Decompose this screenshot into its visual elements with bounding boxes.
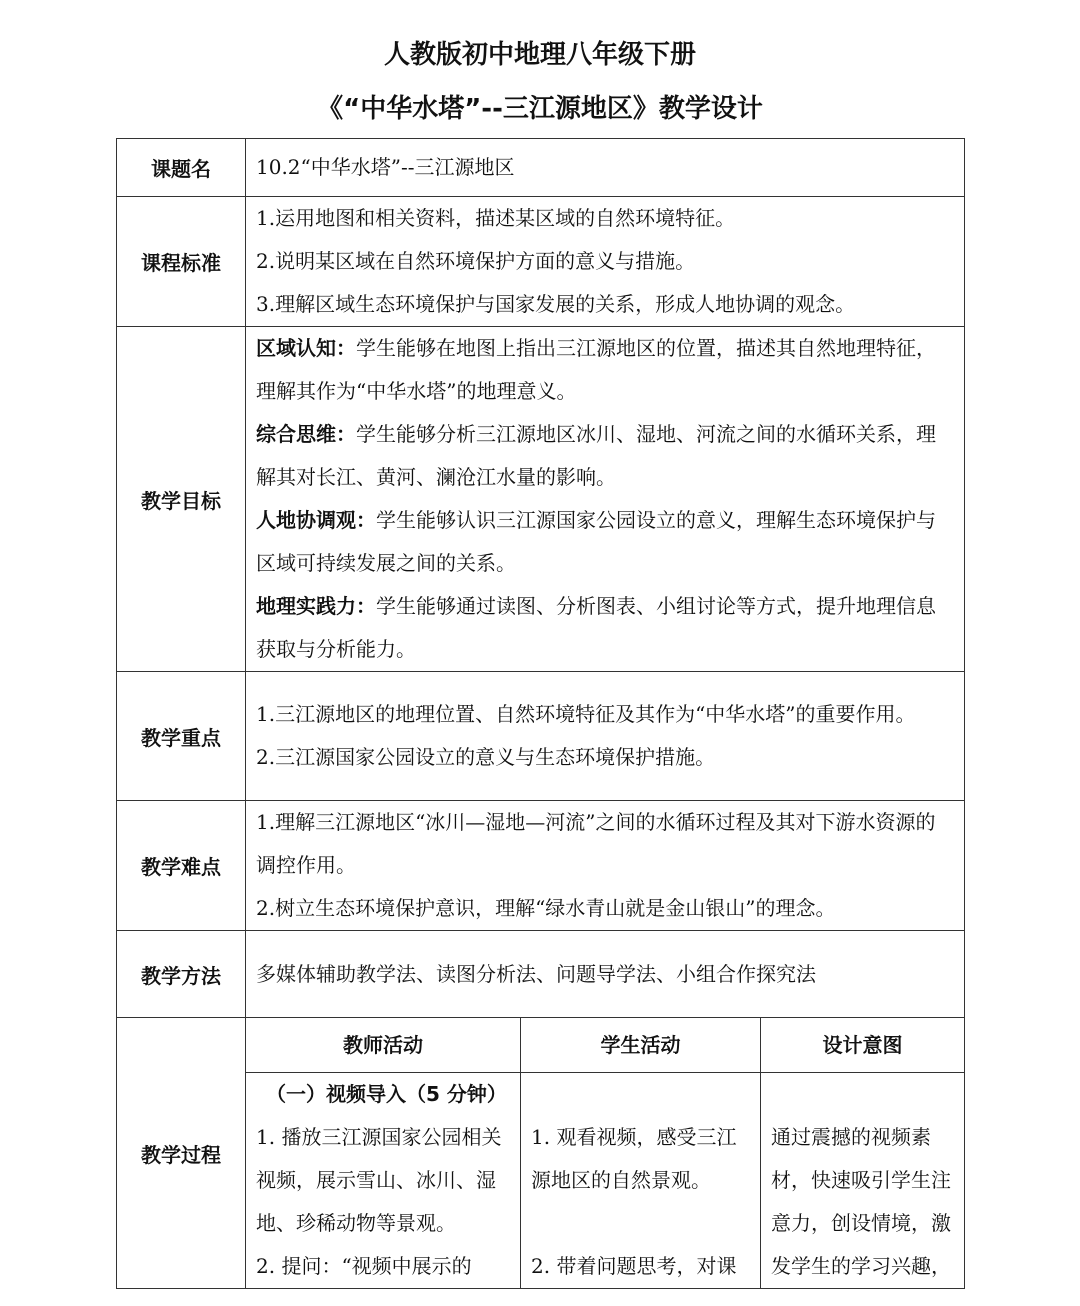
objective-text: 学生能够认识三江源国家公园设立的意义，理解生态环境保护与区域可持续发展之间的关系。 <box>256 508 936 575</box>
standards-content <box>246 197 965 327</box>
section-heading: （一）视频导入（5 分钟） <box>266 1082 507 1106</box>
row-standards <box>117 197 965 327</box>
student-activity <box>521 1073 761 1289</box>
document-subtitle: 《“中华水塔”--三江源地区》教学设计 <box>317 94 763 124</box>
methods-value: 多媒体辅助教学法、读图分析法、问题导学法、小组合作探究法 <box>246 931 965 1018</box>
standard-item: 1.运用地图和相关资料，描述某区域的自然环境特征。 <box>256 206 736 230</box>
row-process <box>117 1018 965 1289</box>
process-header-row <box>246 1018 964 1073</box>
objective-term: 综合思维： <box>256 422 356 446</box>
key-point-item: 1.三江源地区的地理位置、自然环境特征及其作为“中华水塔”的重要作用。 <box>256 702 916 726</box>
label-methods: 教学方法 <box>117 931 246 1018</box>
process-body-row <box>246 1073 964 1289</box>
row-objectives <box>117 327 965 672</box>
student-step: 1. 观看视频，感受三江源地区的自然景观。 <box>531 1125 737 1192</box>
teacher-step: 2. 提问：“视频中展示的 <box>256 1254 472 1278</box>
objective-term: 区域认知： <box>256 336 356 360</box>
teacher-activity <box>246 1073 521 1289</box>
difficulties-content <box>246 801 965 931</box>
teacher-step: 1. 播放三江源国家公园相关视频，展示雪山、冰川、湿地、珍稀动物等景观。 <box>256 1125 502 1235</box>
topic-value: 10.2“中华水塔”--三江源地区 <box>246 139 965 197</box>
process-table <box>246 1018 964 1288</box>
process-cell <box>246 1018 965 1289</box>
objective-text: 学生能够通过读图、分析图表、小组讨论等方式，提升地理信息获取与分析能力。 <box>256 594 936 661</box>
row-methods <box>117 931 965 1018</box>
objective-item <box>256 327 954 413</box>
header-intent: 设计意图 <box>761 1018 965 1073</box>
row-topic <box>117 139 965 197</box>
objective-item <box>256 585 954 671</box>
label-topic: 课题名 <box>117 139 246 197</box>
objective-text: 学生能够在地图上指出三江源地区的位置，描述其自然地理特征，理解其作为“中华水塔”的地理意义。 <box>256 336 936 403</box>
key-point-item: 2.三江源国家公园设立的意义与生态环境保护措施。 <box>256 745 716 769</box>
standard-item: 2.说明某区域在自然环境保护方面的意义与措施。 <box>256 249 696 273</box>
label-difficulties: 教学难点 <box>117 801 246 931</box>
key-points-content <box>246 672 965 801</box>
standard-item: 3.理解区域生态环境保护与国家发展的关系，形成人地协调的观念。 <box>256 292 856 316</box>
label-objectives: 教学目标 <box>117 327 246 672</box>
objective-item <box>256 499 954 585</box>
header-student: 学生活动 <box>521 1018 761 1073</box>
label-process: 教学过程 <box>117 1018 246 1289</box>
objective-term: 人地协调观： <box>256 508 376 532</box>
difficulty-item: 2.树立生态环境保护意识，理解“绿水青山就是金山银山”的理念。 <box>256 896 836 920</box>
label-standards: 课程标准 <box>117 197 246 327</box>
objective-item <box>256 413 954 499</box>
document-title: 人教版初中地理八年级下册 <box>383 40 696 70</box>
design-intent <box>761 1073 965 1289</box>
difficulty-item: 1.理解三江源地区“冰川—湿地—河流”之间的水循环过程及其对下游水资源的调控作用。 <box>256 810 936 877</box>
label-key-points: 教学重点 <box>117 672 246 801</box>
student-step: 2. 带着问题思考，对课 <box>531 1254 737 1278</box>
objectives-content <box>246 327 965 672</box>
design-intent-text: 通过震撼的视频素材，快速吸引学生注意力，创设情境，激发学生的学习兴趣， <box>771 1125 951 1278</box>
header-teacher: 教师活动 <box>246 1018 521 1073</box>
row-key-points <box>117 672 965 801</box>
objective-text: 学生能够分析三江源地区冰川、湿地、河流之间的水循环关系，理解其对长江、黄河、澜沧江水量的影响。 <box>256 422 936 489</box>
lesson-plan-table <box>116 138 965 1289</box>
row-difficulties <box>117 801 965 931</box>
objective-term: 地理实践力： <box>256 594 376 618</box>
